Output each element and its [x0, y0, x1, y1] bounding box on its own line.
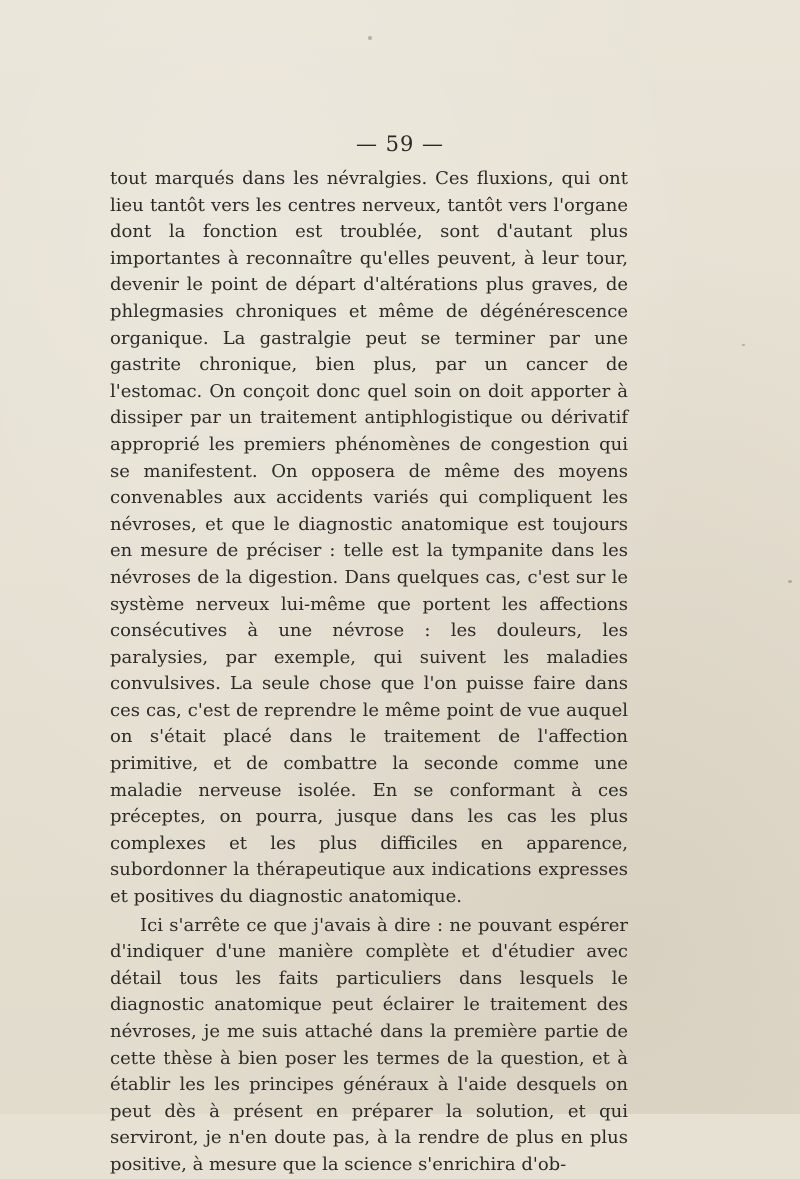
paper-speck [788, 580, 792, 583]
paper-speck [742, 344, 745, 346]
body-text [110, 166, 628, 1179]
paper-speck [368, 36, 372, 40]
page-number: — 59 — [355, 132, 445, 156]
paragraph-1: tout marqués dans les névralgies. Ces fluxions, qui ont lieu tantôt vers les centres nerveux, tantôt vers l'organe dont la fonction est troublée, sont d'autant plus importantes à reconnaître qu'elles peuvent, à leur tour, devenir le point de départ d'altérations plus graves, de phlegmasies chroniques et même de dégénérescence organique. La gastralgie peut se terminer par une gastrite chronique, bien plus, par un cancer de l'estomac. On conçoit donc quel soin on doit apporter à dissiper par un traitement antiphlogistique ou dérivatif approprié les premiers phénomènes de congestion qui se manifestent. On opposera de même des moyens convenables aux accidents variés qui compliquent les névroses, et que le diagnostic anatomique est toujours en mesure de préciser : telle est la tympanite dans les névroses de la digestion. Dans quelques cas, c'est sur le système nerveux lui-même que portent les affections consécutives à une névrose : les douleurs, les paralysies, par exemple, qui suivent les maladies convulsives. La seule chose que l'on puisse faire dans ces cas, c'est de reprendre le même point de vue auquel on s'était placé dans le traitement de l'affection primitive, et de combattre la seconde comme une maladie nerveuse isolée. En se conformant à ces préceptes, on pourra, jusque dans les cas les plus complexes et les plus difficiles en apparence, subordonner la thérapeutique aux indications expresses et positives du diagnostic anatomique. [110, 168, 628, 908]
paragraph-2: Ici s'arrête ce que j'avais à dire : ne pouvant espérer d'indiquer d'une manière complète et d'étudier avec détail tous les faits particuliers dans lesquels le diagnostic anatomique peut éclairer le traitement des névroses, je me suis attaché dans la première partie de cette thèse à bien poser les termes de la question, et à établir les les principes généraux à l'aide desquels on peut dès à présent en préparer la solution, et qui serviront, je n'en doute pas, à la rendre de plus en plus positive, à mesure que la science s'enrichira d'ob- [110, 914, 628, 1175]
